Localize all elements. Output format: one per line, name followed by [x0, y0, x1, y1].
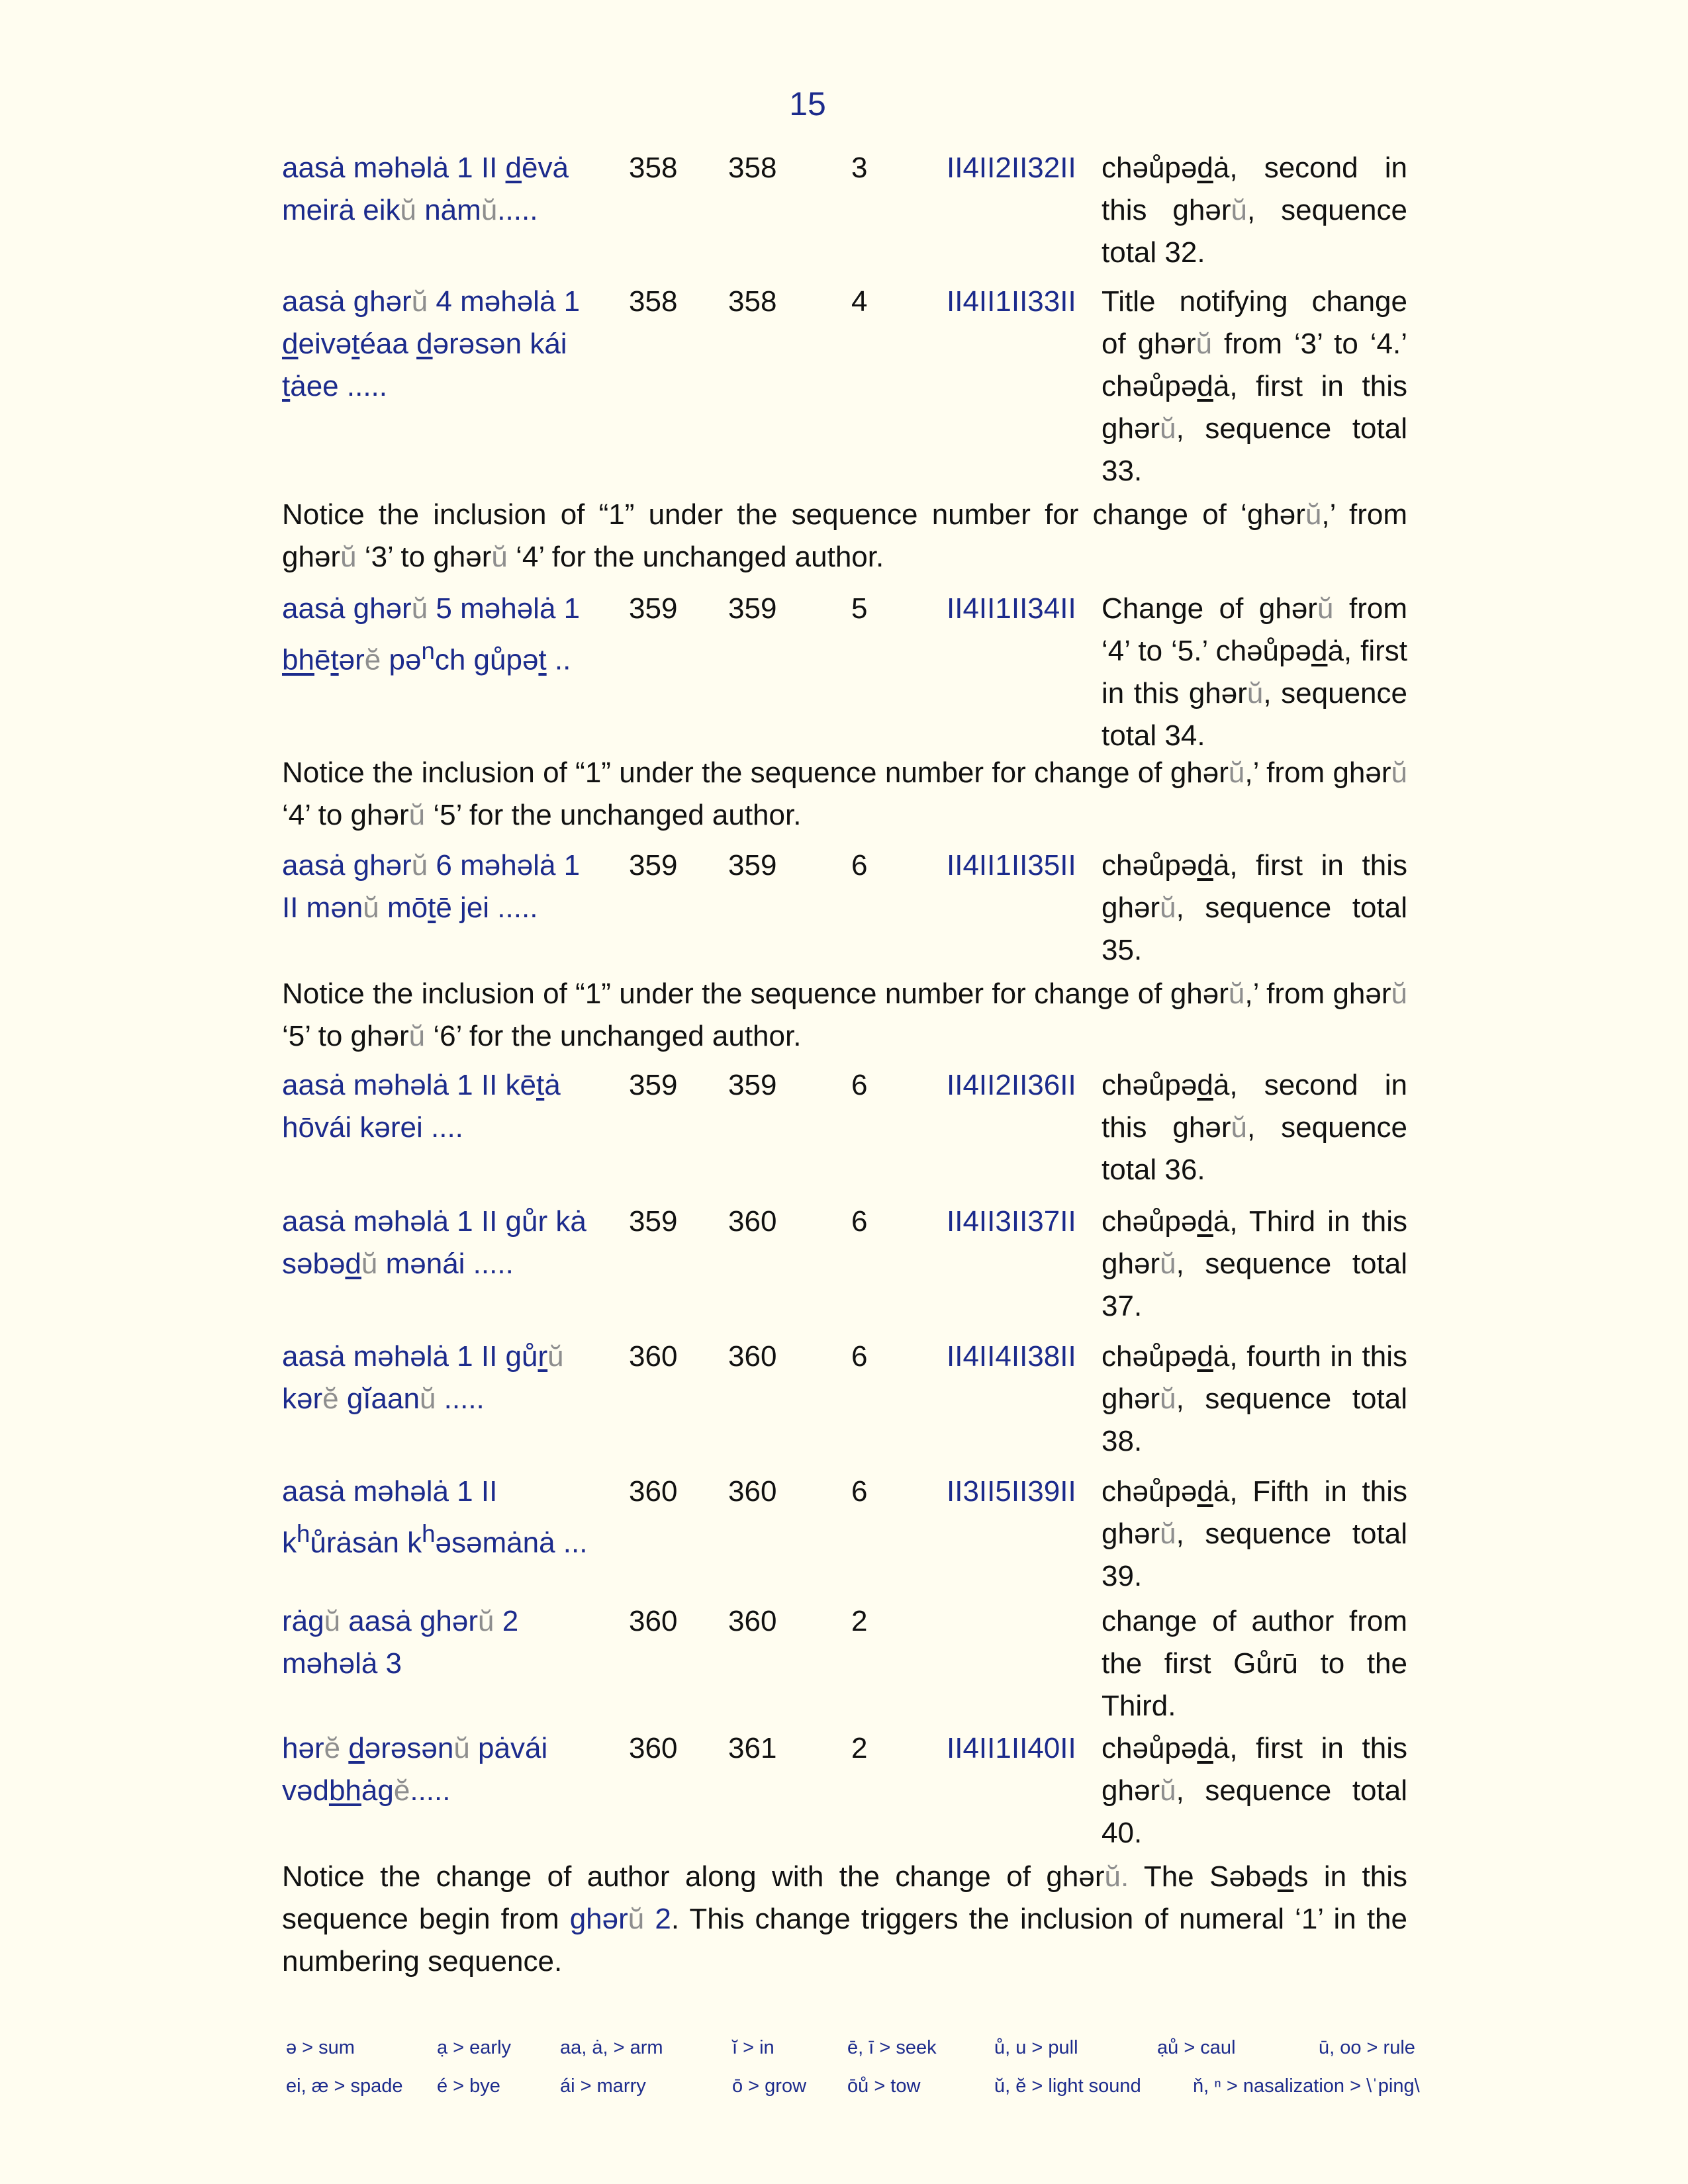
legend-item: ái > marry	[560, 2075, 646, 2097]
note-paragraph: Notice the inclusion of “1” under the sequence number for change of ghərŭ,’ from ghərŭ ‘4’ to ghərŭ ‘5’ for the unchanged author.	[282, 756, 1407, 831]
description: chəůpədȧ, first in this ghərŭ, sequence total 40.	[1102, 1732, 1407, 1849]
note-paragraph: Notice the inclusion of “1” under the sequence number for change of ghərŭ,’ from ghərŭ ‘5’ to ghərŭ ‘6’ for the unchanged author.	[282, 978, 1407, 1052]
page-number-start: 359	[629, 1069, 678, 1101]
legend-item: ň, ⁿ > nasalization > \ˈping\	[1193, 2075, 1420, 2097]
legend-item: ū, oo > rule	[1319, 2037, 1415, 2058]
page-number-start: 360	[629, 1732, 678, 1764]
gharu-number: 6	[851, 1340, 868, 1373]
page-number-end: 359	[728, 1069, 777, 1101]
note-paragraph: Notice the inclusion of “1” under the sequence number for change of ‘ghərŭ,’ from ghərŭ ‘3’ to ghərŭ ‘4’ for the unchanged author.	[282, 498, 1407, 573]
legend-row	[286, 2075, 1451, 2114]
legend-item: ŭ, ĕ > light sound	[994, 2075, 1141, 2097]
note-paragraph: Notice the change of author along with the change of ghərŭ. The Səbəds in this sequence begin from ghərŭ 2. This change triggers the inclusion of numeral ‘1’ in the numbering sequence.	[282, 1860, 1407, 1978]
sabad-title: aasȧ məhəlȧ 1 II dēvȧ meirȧ eikŭ nȧmŭ.....	[282, 152, 569, 226]
legend-item: ē, ī > seek	[847, 2037, 937, 2058]
sabad-title: aasȧ məhəlȧ 1 II $k^hůrȧsȧn$ $k^həsəmȧnȧ$ ...	[282, 1475, 588, 1559]
page-number-end: 360	[728, 1475, 777, 1508]
legend-item: é > bye	[437, 2075, 500, 2097]
sabad-title: hərĕ dərəsənŭ pȧvái vədbhȧgĕ.....	[282, 1732, 548, 1807]
gharu-number: 5	[851, 592, 868, 625]
gharu-number: 2	[851, 1732, 868, 1764]
gharu-number: 3	[851, 152, 868, 184]
page-number-end: 360	[728, 1605, 777, 1637]
legend-item: ōů > tow	[847, 2075, 921, 2097]
page-number-end: 358	[728, 285, 777, 318]
page-number-start: 359	[629, 592, 678, 625]
sequence-number: II4II2II32II	[947, 152, 1076, 184]
legend-item: ạ > early	[437, 2037, 512, 2058]
pronunciation-legend	[286, 2037, 1451, 2114]
legend-item: ů, u > pull	[994, 2037, 1078, 2058]
sabad-title: aasȧ məhəlȧ 1 II kētȧ hōvái kərei ....	[282, 1069, 561, 1144]
description: chəůpədȧ, second in this ghərŭ, sequence total 32.	[1102, 152, 1407, 269]
sabad-title: aasȧ ghərŭ 4 məhəlȧ 1 deivətéaa dərəsən kái tȧee .....	[282, 285, 581, 402]
gharu-number: 4	[851, 285, 868, 318]
description: Title notifying change of ghərŭ from ‘3’ to ‘4.’ chəůpədȧ, first in this ghərŭ, sequence total 33.	[1102, 285, 1408, 487]
gharu-number: 2	[851, 1605, 868, 1637]
sabad-title: aasȧ məhəlȧ 1 II gůrŭ kərĕ gĭaanŭ .....	[282, 1340, 564, 1415]
sequence-number: II3II5II39II	[947, 1475, 1076, 1508]
page-number-end: 361	[728, 1732, 777, 1764]
page-number-end: 359	[728, 849, 777, 882]
description: chəůpədȧ, first in this ghərŭ, sequence total 35.	[1102, 849, 1407, 966]
page-number-end: 360	[728, 1205, 777, 1238]
sequence-number: II4II2II36II	[947, 1069, 1076, 1101]
gharu-number: 6	[851, 1069, 868, 1101]
description: change of author from the first Gůrū to the Third.	[1102, 1605, 1407, 1722]
page-number-end: 358	[728, 152, 777, 184]
legend-item: ĭ > in	[732, 2037, 774, 2058]
description: chəůpədȧ, fourth in this ghərŭ, sequence total 38.	[1102, 1340, 1407, 1457]
sequence-number: II4II1II34II	[947, 592, 1076, 625]
sabad-title: aasȧ məhəlȧ 1 II gůr kȧ səbədŭ mənái .....	[282, 1205, 586, 1280]
page-number-start: 360	[629, 1475, 678, 1508]
legend-item: ạů > caul	[1157, 2037, 1236, 2058]
sabad-title: aasȧ ghərŭ 6 məhəlȧ 1 II mənŭ mōtē jei .....	[282, 849, 581, 924]
legend-row	[286, 2037, 1451, 2075]
sequence-number: II4II1II35II	[947, 849, 1076, 882]
sabad-title: rȧgŭ aasȧ ghərŭ 2 məhəlȧ 3	[282, 1605, 519, 1680]
legend-item: ō > grow	[732, 2075, 807, 2097]
page-number-start: 358	[629, 152, 678, 184]
sequence-number: II4II4II38II	[947, 1340, 1076, 1373]
page-number-start: 358	[629, 285, 678, 318]
sequence-number: II4II3II37II	[947, 1205, 1076, 1238]
description: chəůpədȧ, second in this ghərŭ, sequence total 36.	[1102, 1069, 1407, 1186]
description: chəůpədȧ, Third in this ghərŭ, sequence total 37.	[1102, 1205, 1407, 1322]
page-number: 15	[789, 85, 826, 122]
description: chəůpədȧ, Fifth in this ghərŭ, sequence total 39.	[1102, 1475, 1407, 1592]
gharu-number: 6	[851, 1205, 868, 1238]
legend-item: aa, ȧ, > arm	[560, 2037, 663, 2058]
page-number-start: 359	[629, 1205, 678, 1238]
page-number-start: 359	[629, 849, 678, 882]
page-number-end: 360	[728, 1340, 777, 1373]
page-number-start: 360	[629, 1340, 678, 1373]
legend-item: ə > sum	[286, 2037, 355, 2058]
gharu-number: 6	[851, 1475, 868, 1508]
sequence-number: II4II1II40II	[947, 1732, 1076, 1764]
page-number-end: 359	[728, 592, 777, 625]
description: Change of ghərŭ from ‘4’ to ‘5.’ chəůpədȧ, first in this ghərŭ, sequence total 34.	[1102, 592, 1407, 752]
sequence-number: II4II1II33II	[947, 285, 1076, 318]
sabad-title: aasȧ ghərŭ 5 məhəlȧ 1 bhētərĕ pə$^n$ch gůpət ..	[282, 592, 581, 676]
gharu-number: 6	[851, 849, 868, 882]
legend-item: ei, æ > spade	[286, 2075, 403, 2097]
page-number-start: 360	[629, 1605, 678, 1637]
